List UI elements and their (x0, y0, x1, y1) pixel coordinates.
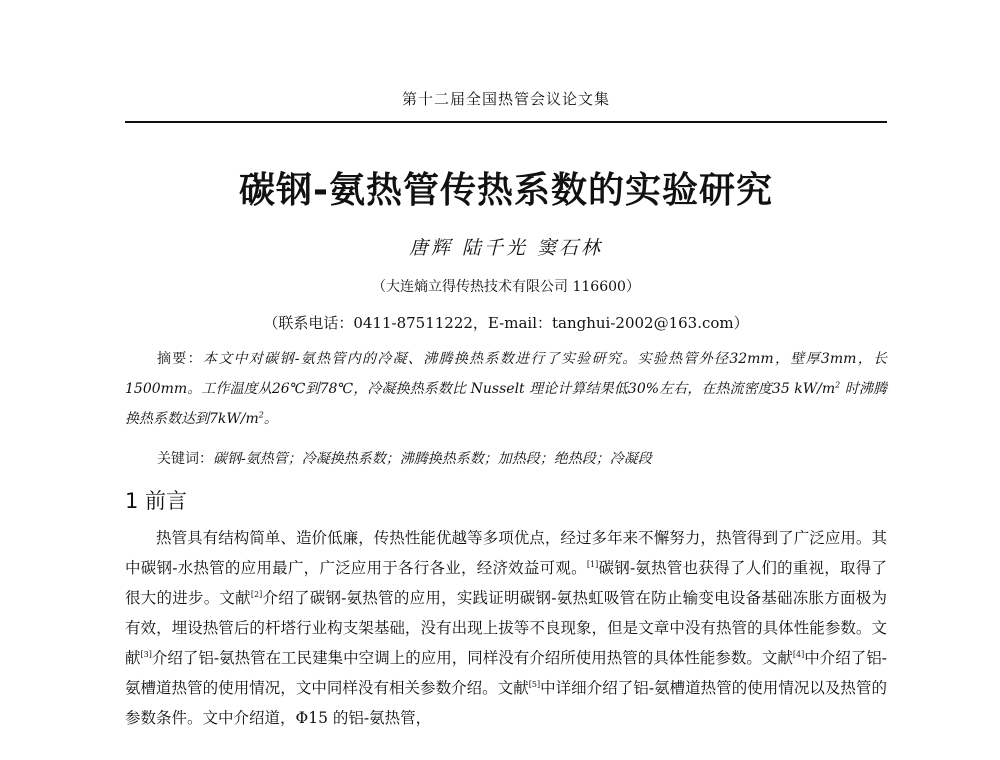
abstract-text-1: 本文中对碳钢-氨热管内的冷凝、沸腾换热系数进行了实验研究。实验热管外径32mm，壁厚3mm，长1500mm。工作温度从26℃到78℃，冷凝换热系数比 Nusselt 理论计算结果低30%左右，在热流密度35 kW/m (125, 351, 887, 397)
header-rule (125, 121, 887, 123)
citation-ref: [2] (250, 589, 263, 599)
affiliation: （大连熵立得传热技术有限公司 116600） (372, 279, 640, 295)
abstract-label: 摘要： (157, 351, 203, 367)
abstract-sup-2: 2 (258, 410, 264, 420)
abstract-sup-1: 2 (835, 380, 841, 390)
citation-ref: [1] (586, 559, 599, 569)
authors: 唐辉 陆千光 窦石林 (408, 237, 604, 259)
body-sentence: 介绍了碳钢-氨热管的应用，实践证明碳钢-氨热虹吸管在防止输变电设备基础冻胀方面极为有效，埋设热管后的杆塔行业构支架基础，没有出现上拔等不良现象，但是文章中没有热管的具体性能参数。文献 (125, 589, 887, 667)
body-sentence: 碳钢-氨热管也获得了人们的重视，取得了很大的进步。文献 (125, 559, 887, 607)
citation-ref: [4] (792, 649, 805, 659)
body-paragraph (125, 523, 887, 733)
abstract (125, 344, 887, 434)
body-sentence: 中介绍了铝-氨槽道热管的使用情况，文中同样没有相关参数介绍。文献 (125, 649, 887, 697)
keywords-label: 关键词： (157, 451, 213, 467)
section-heading: 1 前言 (125, 489, 188, 513)
citation-ref: [3] (140, 649, 152, 659)
abstract-text-3: 。 (263, 411, 278, 427)
paper-title: 碳钢-氨热管传热系数的实验研究 (239, 170, 773, 211)
citation-ref: [5] (528, 679, 541, 689)
keywords-text: 碳钢-氨热管；冷凝换热系数；沸腾换热系数；加热段；绝热段；冷凝段 (213, 451, 652, 467)
running-header: 第十二届全国热管会议论文集 (401, 90, 610, 108)
body-sentence: 热管具有结构简单、造价低廉，传热性能优越等多项优点，经过多年来不懈努力，热管得到了广泛应用。其中碳钢-水热管的应用最广，广泛应用于各行各业，经济效益可观。 (125, 529, 887, 577)
body-sentence: 中详细介绍了铝-氨槽道热管的使用情况以及热管的参数条件。文中介绍道，Φ15 的铝-氨热管， (125, 679, 887, 727)
body-sentence: 介绍了铝-氨热管在工民建集中空调上的应用，同样没有介绍所使用热管的具体性能参数。文献 (151, 649, 793, 667)
contact-info: （联系电话：0411-87511222，E-mail：tanghui-2002@163.com） (263, 314, 749, 332)
keywords (125, 444, 887, 474)
abstract-text-2: 时沸腾换热系数达到7kW/m (125, 381, 887, 427)
